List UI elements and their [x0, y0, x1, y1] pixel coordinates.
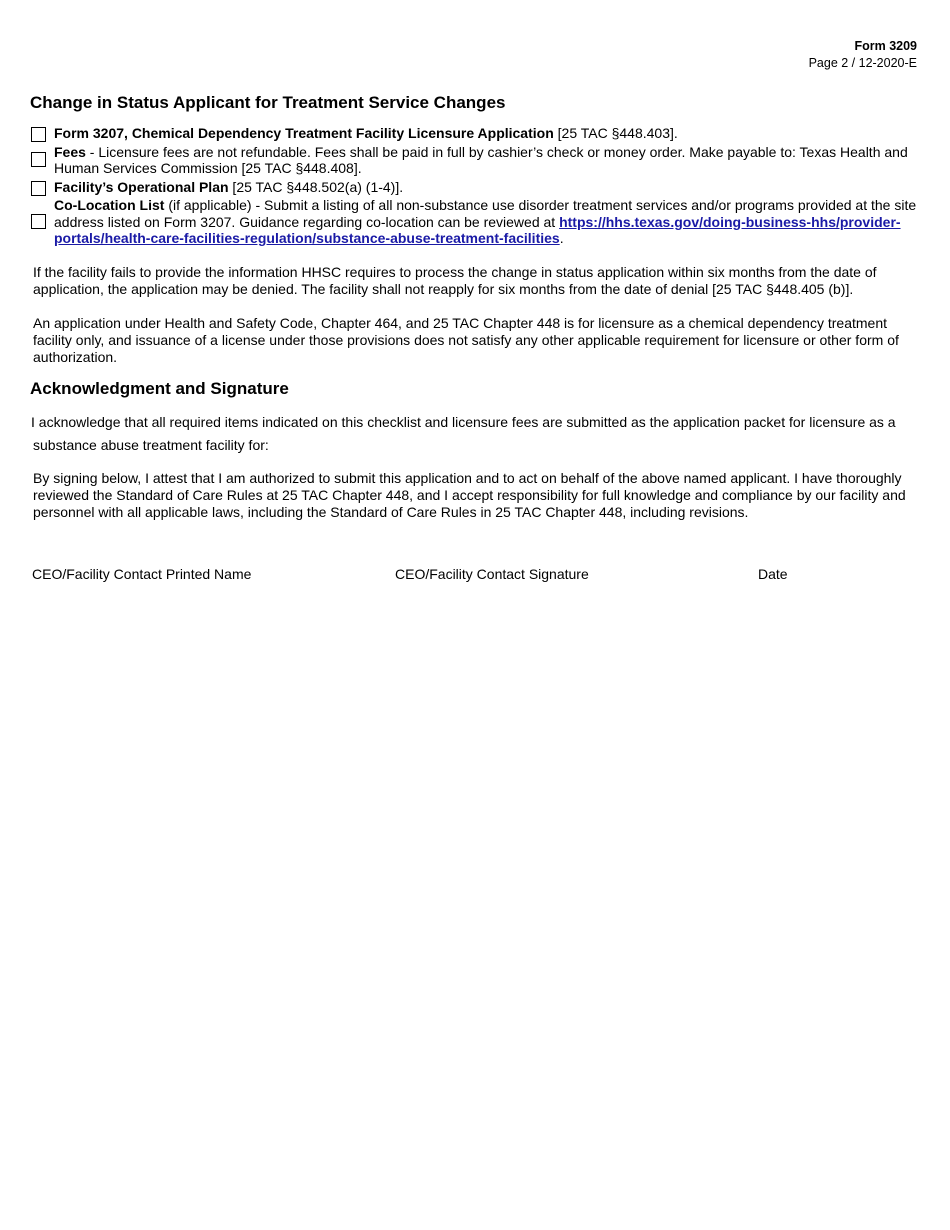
checkbox-fees[interactable] — [31, 152, 46, 167]
item-title: Form 3207, Chemical Dependency Treatment Facility Licensure Application — [54, 125, 554, 141]
item-text: (if applicable) - Submit a listing of all non-substance use disorder treatment services and/or programs provided at the site address listed on Form 3207. Guidance regarding co-location can be reviewed at — [54, 197, 917, 230]
checkbox-co-location[interactable] — [31, 214, 46, 229]
form-number: Form 3209 — [854, 39, 917, 53]
item-title: Fees — [54, 143, 86, 160]
co-location-guidance-link[interactable]: https://hhs.texas.gov/doing-business-hhs/provider-portals/health-care-facilities-regulation/substance-abuse-treatment-facilities — [54, 213, 901, 246]
section-title-acknowledgment: Acknowledgment and Signature — [30, 379, 289, 398]
item-text-end: . — [559, 230, 564, 246]
checklist-item-operational-plan — [31, 179, 921, 196]
acknowledgment-line-1: I acknowledge that all required items indicated on this checklist and licensure fees are submitted as the application packet for licensure as a — [31, 414, 896, 430]
denial-paragraph: If the facility fails to provide the information HHSC requires to process the change in status application within six months from the date of application, the application may be denied. The facility shall not reapply for six months from the date of denial [25 TAC §448.405 (b)]. — [33, 264, 877, 297]
checklist-item-fees — [31, 144, 921, 177]
section-title-change-in-status: Change in Status Applicant for Treatment Service Changes — [30, 93, 506, 112]
item-text: [25 TAC §448.403]. — [553, 125, 678, 141]
item-title: Co-Location List — [54, 197, 165, 213]
printed-name-label: CEO/Facility Contact Printed Name — [32, 566, 252, 582]
page-info: Page 2 / 12-2020-E — [808, 56, 917, 70]
attestation-paragraph: By signing below, I attest that I am authorized to submit this application and to act on behalf of the above named applicant. I have thoroughly reviewed the Standard of Care Rules at 25 TAC Chapter 448, and I accept responsibility for full knowledge and compliance by our facility and personnel with all applicable laws, including the Standard of Care Rules in 25 TAC Chapter 448, including revisions. — [33, 470, 906, 520]
checkbox-form-3207[interactable] — [31, 127, 46, 142]
item-text: [25 TAC §448.502(a) (1-4)]. — [228, 178, 404, 195]
checklist — [31, 125, 921, 249]
date-label: Date — [758, 566, 788, 582]
checkbox-operational-plan[interactable] — [31, 181, 46, 196]
page-header — [809, 38, 917, 72]
checklist-item-form-3207 — [31, 125, 921, 142]
scope-paragraph: An application under Health and Safety Code, Chapter 464, and 25 TAC Chapter 448 is for licensure as a chemical dependency treatment facility only, and issuance of a license under those provisions does not satisfy any other applicable requirement for licensure or other form of authorization. — [33, 315, 899, 365]
checklist-item-co-location — [31, 197, 921, 247]
item-title: Facility’s Operational Plan — [54, 178, 229, 195]
item-text: - Licensure fees are not refundable. Fees shall be paid in full by cashier’s check or money order. Make payable to: Texas Health and Human Services Commission [25 TAC §448.408]. — [54, 143, 908, 176]
signature-label: CEO/Facility Contact Signature — [395, 566, 589, 582]
acknowledgment-line-2: substance abuse treatment facility for: — [33, 437, 269, 453]
